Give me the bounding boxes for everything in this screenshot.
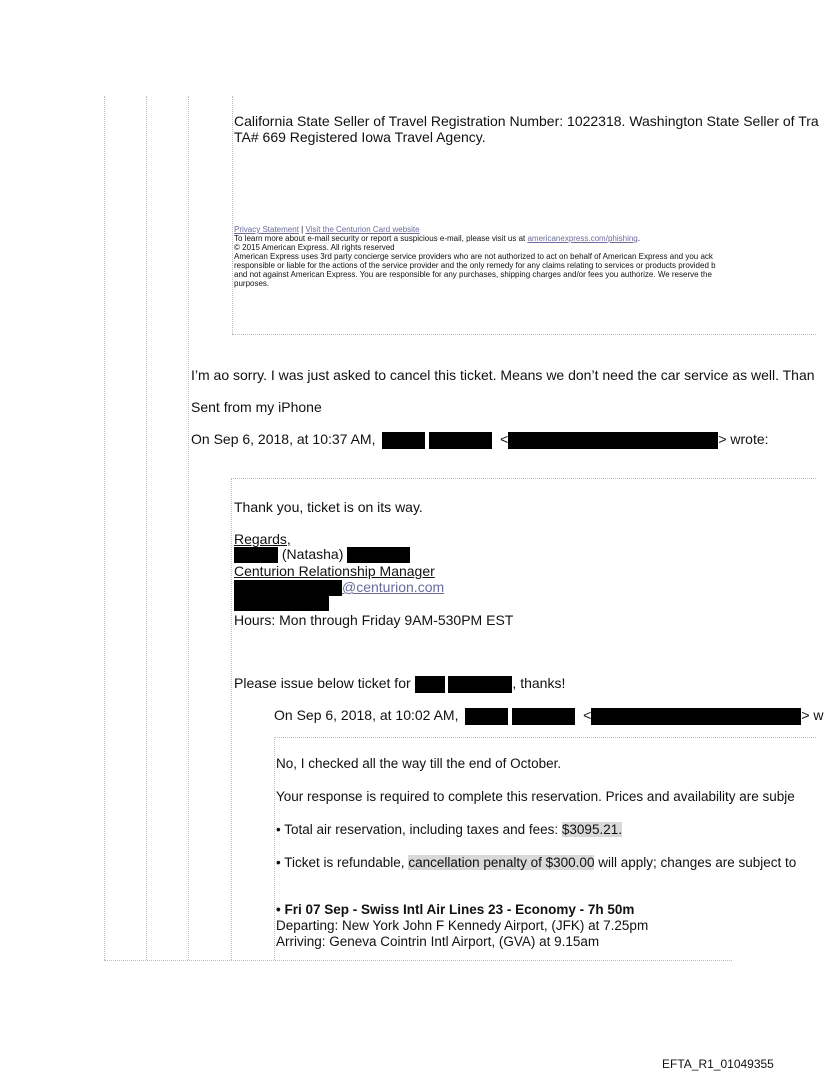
refundable-end: will apply; changes are subject to: [594, 855, 797, 870]
inner-quote-line-2: Your response is required to complete this reservation. Prices and availability are subje: [276, 789, 795, 804]
total-fare-amount: $3095.21.: [561, 822, 622, 837]
quote-header-1: [191, 431, 769, 449]
redaction-block: [429, 432, 492, 449]
redaction-block: [591, 708, 801, 725]
redaction-block: [415, 676, 445, 693]
quote-border-left-1: [104, 96, 105, 960]
quote-border-top-5: [231, 478, 816, 479]
copyright-text: © 2015 American Express. All rights reserved: [234, 243, 395, 252]
quote-border-left-2: [146, 96, 147, 960]
bullet-refundable: [276, 855, 796, 870]
reply-signature: Sent from my iPhone: [191, 399, 322, 415]
issue-request: [234, 675, 565, 693]
quote-header-2-start: On Sep 6, 2018, at 10:02 AM,: [274, 707, 459, 723]
quote-header-1-lt: <: [500, 431, 509, 447]
legal-links: [234, 225, 420, 234]
signature-title: Centurion Relationship Manager: [234, 563, 435, 579]
flight-departing: Departing: New York John F Kennedy Airport, (JFK) at 7.25pm: [276, 918, 649, 933]
reply-message: I’m ao sorry. I was just asked to cancel this ticket. Means we don’t need the car service as well. Than: [191, 367, 815, 383]
security-text: To learn more about e-mail security or report a suspicious e-mail, please visit us at: [234, 234, 528, 243]
outer-border-bottom: [104, 960, 732, 961]
disclaimer-line-4: purposes.: [234, 279, 270, 288]
natasha-message: Thank you, ticket is on its way.: [234, 499, 423, 515]
email-link[interactable]: @centurion.com: [342, 579, 445, 595]
hours-text: Hours: Mon through Friday 9AM-530PM EST: [234, 612, 514, 628]
regards-text: Regards,: [234, 531, 291, 547]
quote-header-2-lt: <: [583, 707, 592, 723]
phishing-link[interactable]: americanexpress.com/phishing: [527, 234, 638, 243]
quote-header-1-end: > wrote:: [718, 431, 769, 447]
flight-heading: [276, 902, 634, 917]
signature-email-line: [234, 579, 444, 596]
inner-quote-line-1: No, I checked all the way till the end of October.: [276, 756, 562, 771]
redaction-block: [347, 547, 410, 563]
redaction-block: [234, 596, 329, 611]
quote-border-left-6: [274, 737, 275, 960]
privacy-statement-link[interactable]: Privacy Statement: [234, 225, 299, 234]
security-end: .: [637, 234, 640, 243]
redaction-block: [234, 547, 278, 563]
signature-name-mid: (Natasha): [281, 546, 344, 562]
refundable-text: Ticket is refundable,: [284, 855, 409, 870]
signature-name-line: [234, 546, 410, 563]
registration-line-2: TA# 669 Registered Iowa Travel Agency.: [234, 129, 486, 145]
bullet-marker: •: [276, 855, 281, 870]
centurion-website-link[interactable]: Visit the Centurion Card website: [305, 225, 420, 234]
document-id: EFTA_R1_01049355: [662, 1057, 774, 1071]
redaction-block: [448, 676, 512, 693]
quote-border-bottom-4: [232, 334, 816, 335]
issue-request-start: Please issue below ticket for: [234, 675, 411, 691]
flight-arriving: Arriving: Geneva Cointrin Intl Airport, (GVA) at 9.15am: [276, 934, 600, 949]
bullet-total-fare: [276, 822, 622, 837]
redaction-block: [382, 432, 425, 449]
cancellation-penalty: cancellation penalty of $300.00: [408, 855, 595, 870]
bullet-marker: •: [276, 902, 281, 917]
quote-border-left-3: [188, 96, 189, 960]
bullet-marker: •: [276, 822, 281, 837]
registration-line-1: California State Seller of Travel Registration Number: 1022318. Washington State Seller of Tra: [234, 113, 819, 129]
legal-link-separator: |: [298, 225, 306, 234]
disclaimer-line-3: and not against American Express. You are responsible for any purchases, shipping charges and/or fees you authorize. We reserve the: [234, 270, 712, 279]
total-fare-text: Total air reservation, including taxes and fees:: [284, 822, 562, 837]
redaction-block: [512, 708, 575, 725]
redaction-block: [508, 432, 718, 449]
quote-header-1-start: On Sep 6, 2018, at 10:37 AM,: [191, 431, 376, 447]
disclaimer-line-2: responsible or liable for the actions of the service provider and the only remedy for any claims relating to services or products provided b: [234, 261, 716, 270]
disclaimer-line-1: American Express uses 3rd party concierge service providers who are not authorized to act on behalf of American Express and you ack: [234, 252, 713, 261]
quote-header-2: [274, 707, 824, 725]
quote-header-2-end: > w: [801, 707, 824, 723]
issue-request-end: , thanks!: [512, 675, 566, 691]
quote-border-left-5: [231, 478, 232, 960]
redaction-block: [465, 708, 508, 725]
quote-border-left-4: [232, 96, 233, 334]
security-notice: [234, 234, 640, 243]
redaction-block: [234, 580, 342, 596]
flight-heading-text: Fri 07 Sep - Swiss Intl Air Lines 23 - Economy - 7h 50m: [284, 902, 635, 917]
quote-border-top-6: [274, 737, 816, 738]
